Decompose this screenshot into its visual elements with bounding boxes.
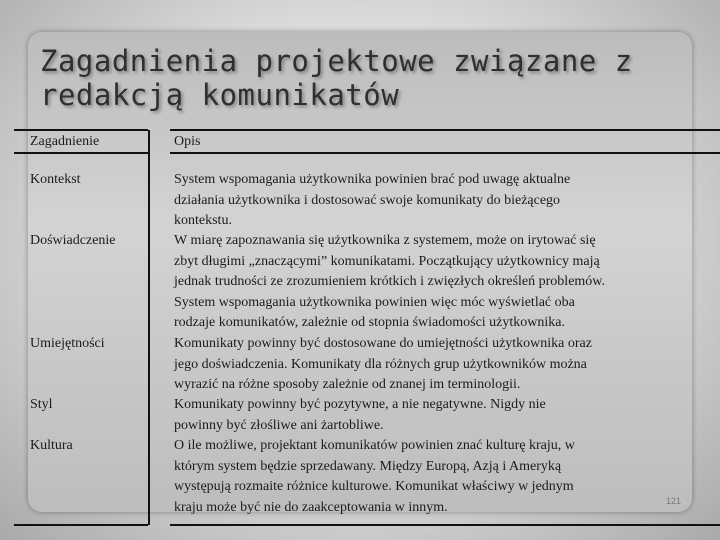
row-description-kontekst	[174, 170, 704, 232]
description-line: zbyt długimi „znaczącymi” komunikatami. Początkujący użytkownicy mają	[174, 253, 600, 269]
table-top-rule-right	[170, 129, 720, 131]
description-line: Komunikaty powinny być pozytywne, a nie negatywne. Nigdy nie	[174, 397, 546, 412]
row-description-kultura	[174, 436, 704, 518]
row-description-doswiadczenie	[174, 231, 704, 334]
header-description: Opis	[174, 134, 201, 149]
row-description-styl	[174, 395, 704, 436]
description-line: rodzaje komunikatów, zależnie od stopnia świadomości użytkownika.	[174, 315, 565, 330]
row-label-kontekst: Kontekst	[30, 172, 81, 187]
description-line: działania użytkownika i dostosować swoje komunikaty do bieżącego	[174, 192, 561, 208]
description-line: Komunikaty powinny być dostosowane do umiejętności użytkownika oraz	[174, 336, 592, 351]
table-bottom-rule-right	[170, 524, 720, 526]
description-line: System wspomagania użytkownika powinien więc móc wyświetlać oba	[174, 294, 575, 310]
table-bottom-rule-left	[14, 524, 148, 526]
description-line: powinny być złośliwe ani żartobliwe.	[174, 417, 384, 433]
header-topic: Zagadnienie	[30, 134, 100, 149]
table-top-rule-left	[14, 129, 148, 131]
description-line: wyrazić na różne sposoby zależnie od znanej im terminologii.	[174, 377, 521, 392]
description-line: O ile możliwe, projektant komunikatów powinien znać kulturę kraju, w	[174, 438, 575, 453]
description-line: którym system będzie sprzedawany. Między Europą, Azją i Ameryką	[174, 458, 562, 474]
description-line: kraju może być nie do zaakceptowania w innym.	[174, 499, 448, 515]
description-line: System wspomagania użytkownika powinien brać pod uwagę aktualne	[174, 172, 571, 187]
description-line: jego doświadczenia. Komunikaty dla różnych grup użytkowników można	[174, 356, 587, 372]
row-label-doswiadczenie: Doświadczenie	[30, 233, 116, 248]
row-description-umiejetnosci	[174, 334, 704, 396]
row-label-kultura: Kultura	[30, 438, 73, 453]
description-line: W miarę zapoznawania się użytkownika z systemem, może on irytować się	[174, 233, 596, 248]
slide-title: Zagadnienia projektowe związane z redakcją komunikatów	[40, 44, 633, 112]
page-number: 121	[666, 496, 682, 506]
row-label-umiejetnosci: Umiejętności	[30, 336, 105, 351]
row-label-styl: Styl	[30, 397, 53, 412]
description-line: występują rozmaite różnice kulturowe. Komunikat właściwy w jednym	[174, 479, 574, 494]
description-line: kontekstu.	[174, 213, 232, 228]
table-column-divider	[148, 130, 150, 525]
description-line: jednak trudności ze zrozumieniem krótkich i zwięzłych określeń problemów.	[174, 274, 605, 289]
